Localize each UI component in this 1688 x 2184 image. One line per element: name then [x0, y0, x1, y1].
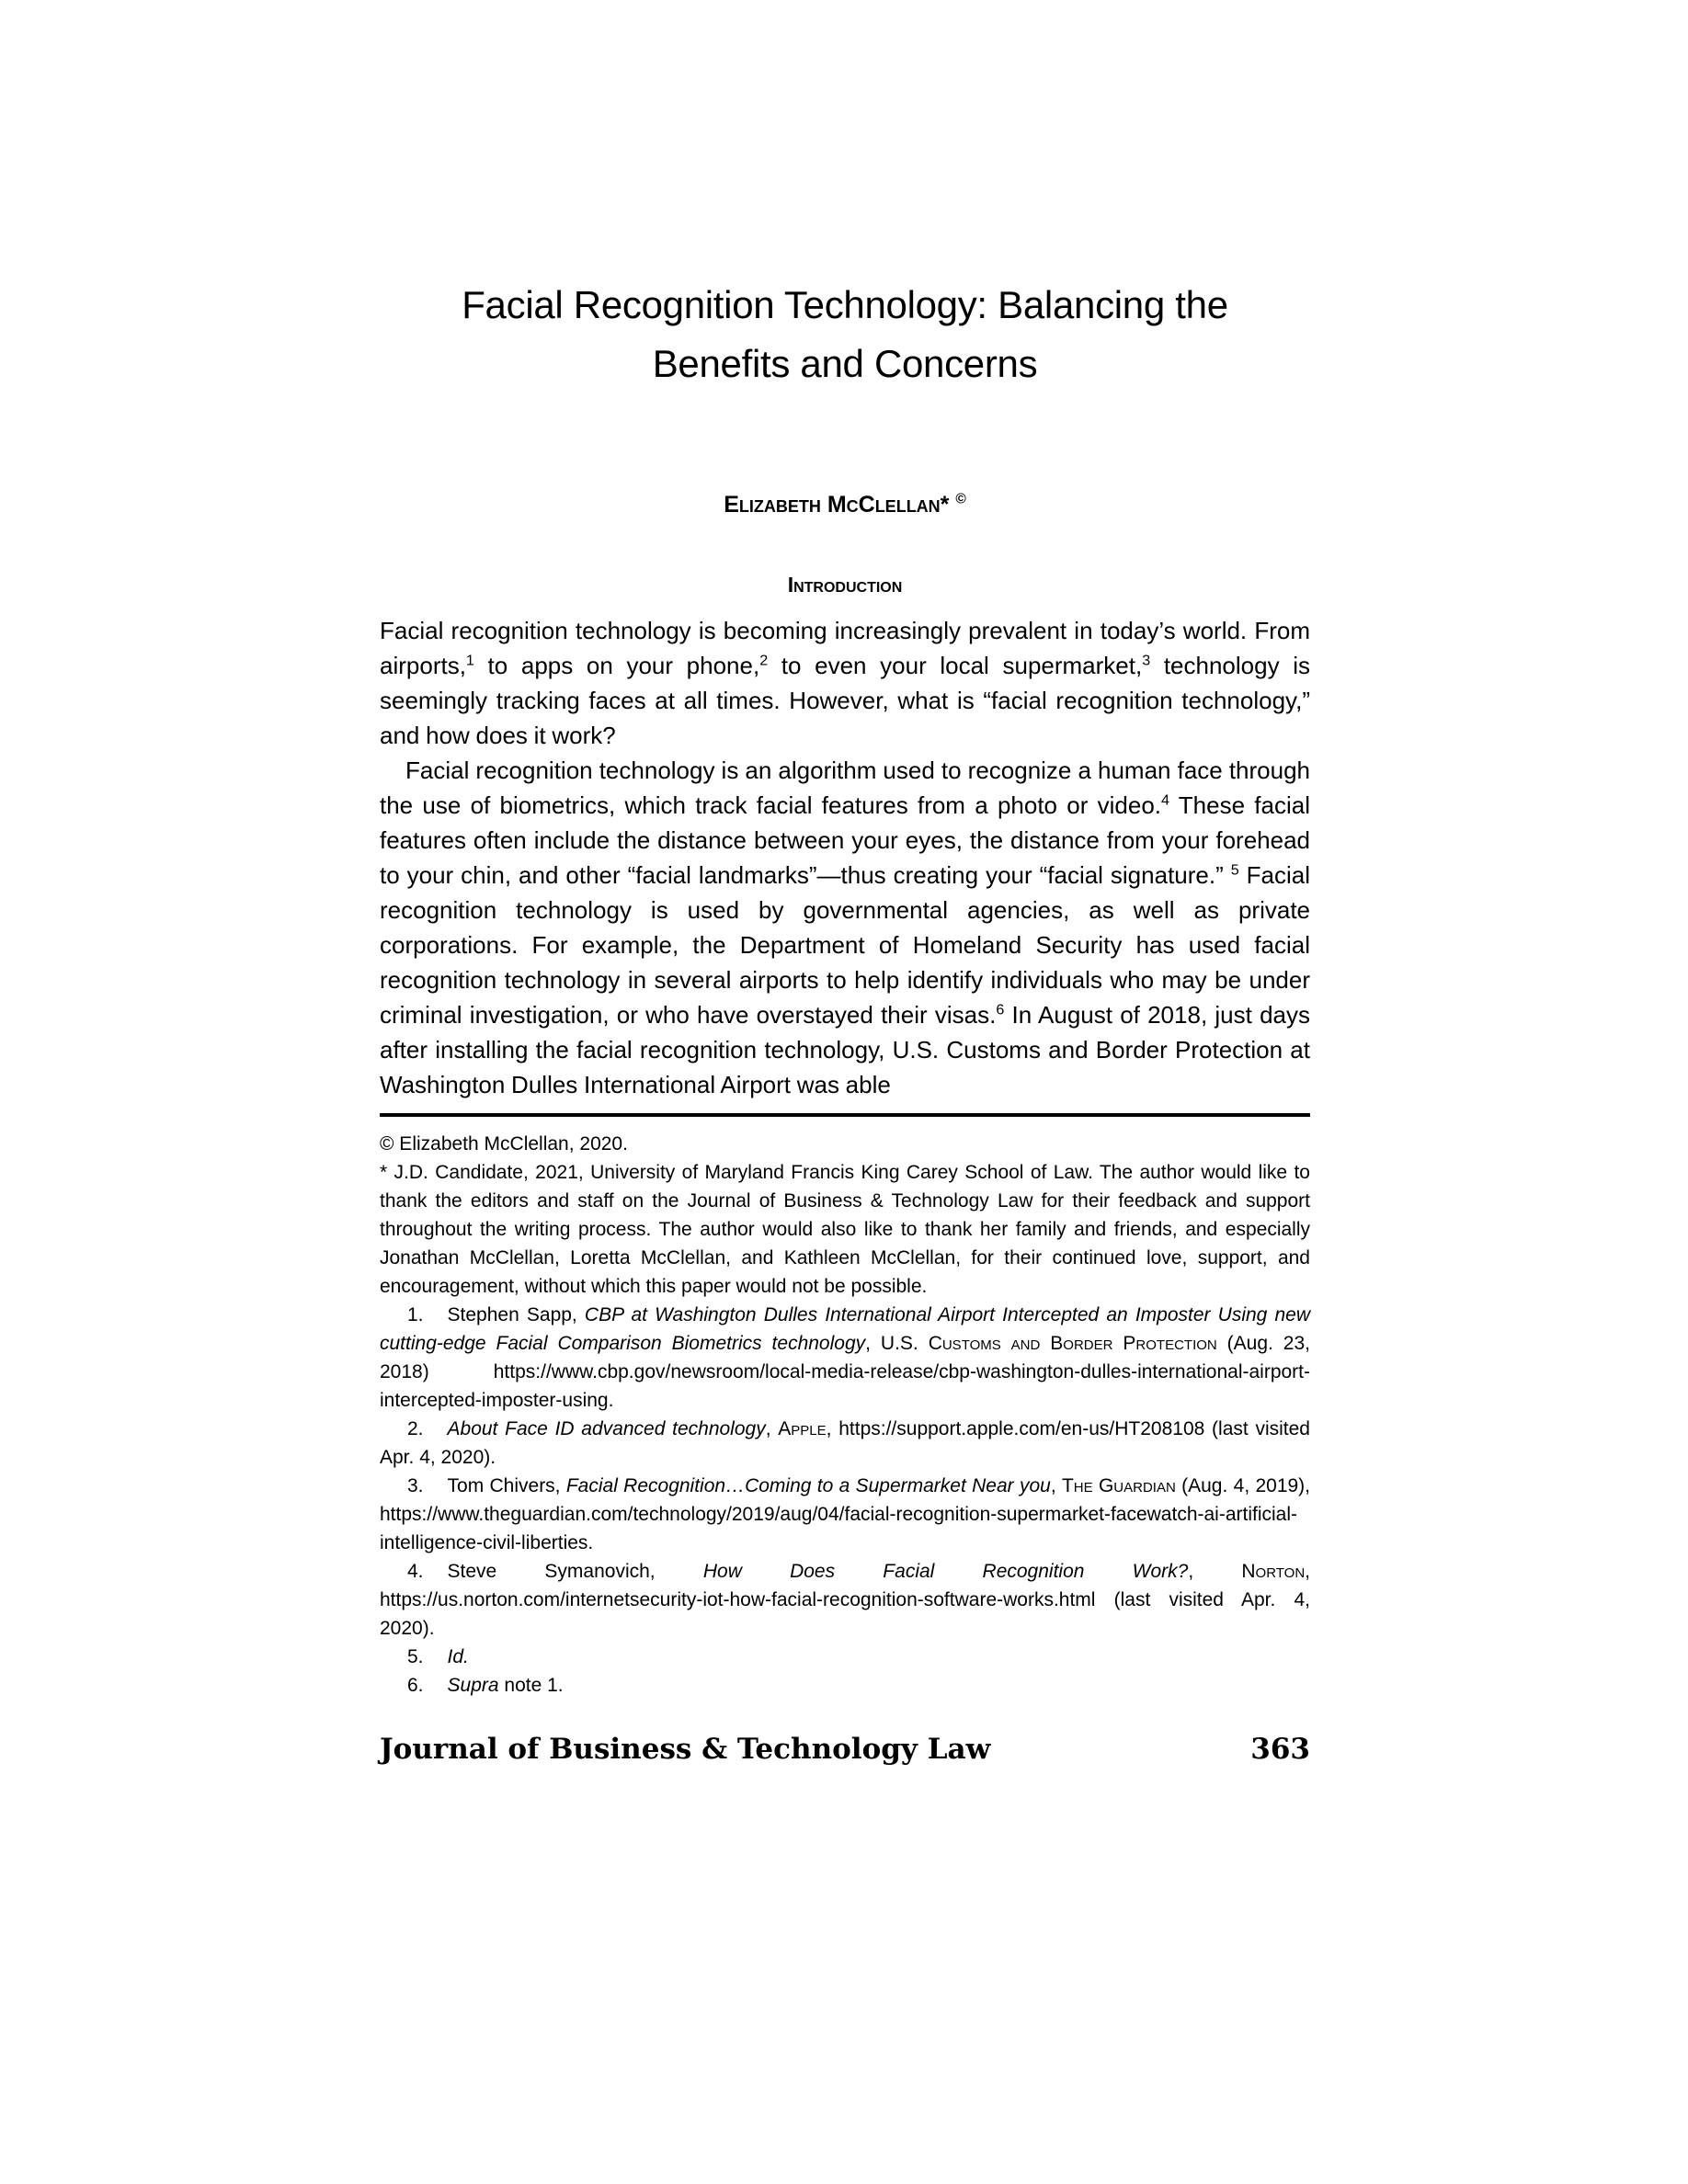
author-byline: Elizabeth McClellan* © — [724, 491, 966, 518]
page-number: 363 — [1250, 1733, 1310, 1766]
footnote-copyright: © Elizabeth McClellan, 2020. — [380, 1133, 628, 1155]
paragraph-intro-1: Facial recognition technology is becoming increasingly prevalent in today’s world. From airports,$^1$ to apps on your phone,$^2$ to even your local supermarket,$^3$ technology is seemingly tracking faces at all times. However, what is “facial recognition technology,” and how does it work? — [380, 617, 1310, 749]
article-title-line-2: Benefits and Concerns — [652, 342, 1038, 385]
footnote-separator-rule — [380, 1113, 1310, 1117]
article-title — [380, 0, 1310, 393]
footnote-author-star: * J.D. Candidate, 2021, University of Maryland Francis King Carey School of Law. The author would like to thank the editors and staff on the Journal of Business & Technology Law for their feedback and support throughout the writing process. The author would also like to thank her family and friends, and especially Jonathan McClellan, Loretta McClellan, and Kathleen McClellan, for their continued love, support, and encouragement, without which this paper would not be possible. — [380, 1162, 1310, 1297]
article-title-line-1: Facial Recognition Technology: Balancing the — [462, 283, 1228, 326]
paragraph-intro-2: Facial recognition technology is an algorithm used to recognize a human face through the use of biometrics, which track facial features from a photo or video.$^4$ These facial features often include the distance between your eyes, the distance from your forehead to your chin, and other “facial landmarks”—thus creating your “facial signature.” $^5$ Facial recognition technology is used by governmental agencies, as well as private corporations. For example, the Department of Homeland Security has used facial recognition technology in several airports to help identify individuals who may be under criminal investigation, or who have overstayed their visas.$^6$ In August of 2018, just days after installing the facial recognition technology, U.S. Customs and Border Protection at Washington Dulles International Airport was able — [380, 756, 1311, 1098]
footnote-1: 1. Stephen Sapp, CBP at Washington Dulles International Airport Intercepted an Imposter Using new cutting-edge Facial Comparison Biometrics technology, U.S. Customs and Border Protection (Aug. 23, 2018) https://www.cbp.gov/newsroom/local-media-release/cbp-washington-dulles-international-airport-intercepted-imposter-using. — [380, 1304, 1310, 1411]
footnote-3: 3. Tom Chivers, Facial Recognition…Coming to a Supermarket Near you, The Guardian (Aug. 4, 2019), https://www.theguardian.com/technology/2019/aug/04/facial-recognition-supermarket-facewatch-ai-artificial-intelligence-civil-liberties. — [380, 1475, 1311, 1553]
page-footer — [380, 1732, 1310, 1767]
footnotes-block — [380, 1130, 1310, 1700]
content-column — [380, 0, 1310, 1700]
footnote-2: 2. About Face ID advanced technology, Apple, https://support.apple.com/en-us/HT208108 (last visited Apr. 4, 2020). — [380, 1418, 1310, 1468]
footnote-4: 4. Steve Symanovich, How Does Facial Recognition Work?, Norton, https://us.norton.com/internetsecurity-iot-how-facial-recognition-software-works.html (last visited Apr. 4, 2020). — [380, 1561, 1311, 1639]
section-heading-introduction: Introduction — [787, 573, 903, 597]
footnote-6: 6. Supra note 1. — [407, 1675, 564, 1696]
journal-name: Journal of Business & Technology Law — [380, 1733, 991, 1766]
footnote-5: 5. Id. — [407, 1646, 469, 1667]
